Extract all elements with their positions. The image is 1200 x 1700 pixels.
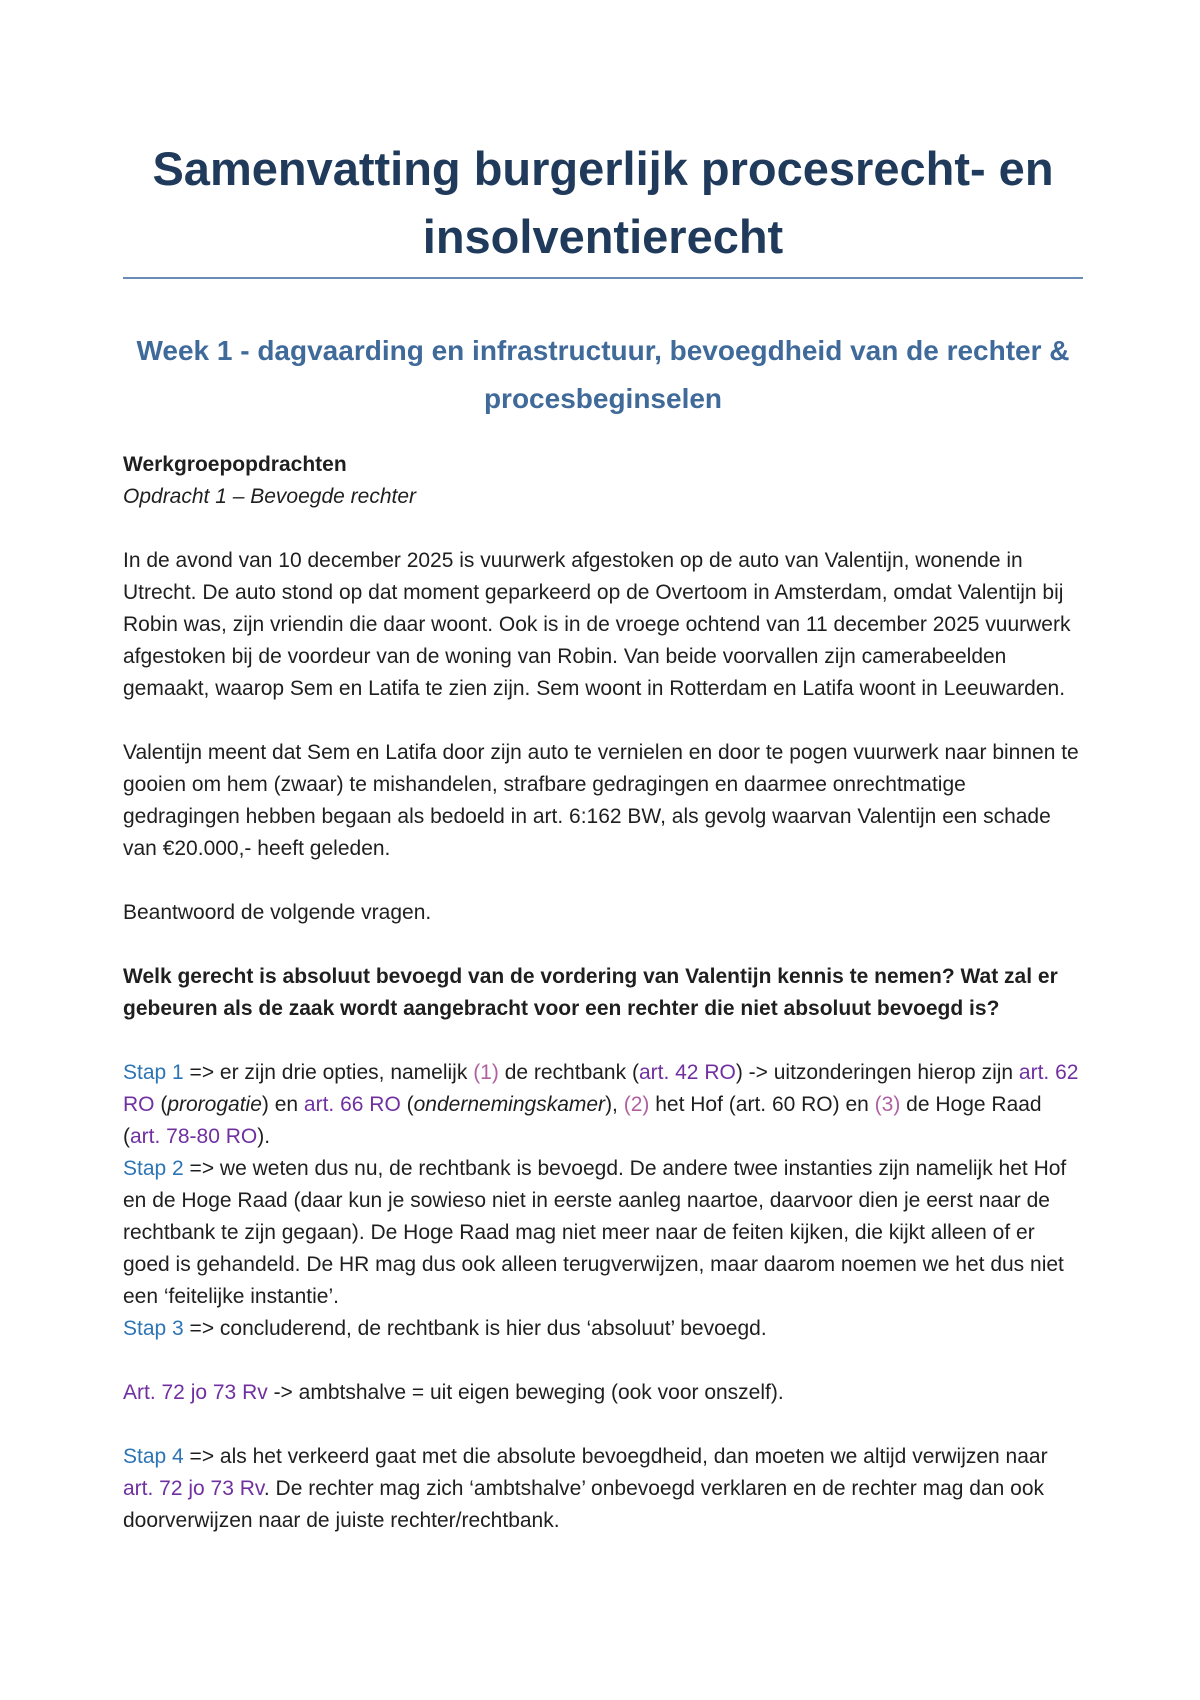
article-note-text: -> ambtshalve = uit eigen beweging (ook voor onszelf). [267, 1381, 784, 1404]
instruction-text: Beantwoord de volgende vragen. [123, 901, 432, 924]
step-1-label: Stap 1 [123, 1061, 184, 1084]
article-reference: art. 62 RO [123, 1061, 1079, 1116]
italic-term: ondernemingskamer [413, 1093, 606, 1116]
article-reference: art. 78-80 RO [130, 1125, 258, 1148]
case-paragraph-1: In de avond van 10 december 2025 is vuurwerk afgestoken op de auto van Valentijn, wonende in Utrecht. De auto stond op dat moment geparkeerd op de Overtoom in Amsterdam, omdat Valentijn bij Robin was, zijn vriendin die daar woont. Ook is in de vroege ochtend van 11 december 2025 vuurwerk afgestoken bij de voordeur van de woning van Robin. Van beide voorvallen zijn camerabeelden gemaakt, waarop Sem en Latifa te zien zijn. Sem woont in Rotterdam en Latifa woont in Leeuwarden. [123, 549, 1071, 700]
step-1-text: de Hoge Raad ( [123, 1093, 1042, 1148]
question-text: Welk gerecht is absoluut bevoegd van de vordering van Valentijn kennis te nemen? Wat zal er gebeuren als de zaak wordt aangebracht voor een rechter die niet absoluut bevoegd is? [123, 965, 1058, 1020]
step-4-paragraph [123, 1441, 1083, 1537]
article-reference: art. 72 jo 73 Rv [123, 1477, 264, 1500]
enum-3: (3) [874, 1093, 901, 1116]
step-1-text: ( [154, 1093, 168, 1116]
step-1-text: ( [400, 1093, 414, 1116]
step-2-paragraph [123, 1153, 1083, 1313]
article-reference: art. 42 RO [638, 1061, 736, 1084]
document-title: Samenvatting burgerlijk procesrecht- en insolventierecht [152, 142, 1054, 263]
step-1-text: ) -> uitzonderingen hierop zijn [735, 1061, 1019, 1084]
step-1-text: ) en [261, 1093, 304, 1116]
step-3-text: => concluderend, de rechtbank is hier dus ‘absoluut’ bevoegd. [183, 1317, 767, 1340]
step-3-paragraph [123, 1313, 1083, 1345]
step-3-label: Stap 3 [123, 1317, 184, 1340]
section-heading: Werkgroepopdrachten [123, 453, 347, 476]
step-1-text: ), [605, 1093, 624, 1116]
step-1-paragraph [123, 1057, 1083, 1153]
enum-1: (1) [473, 1061, 499, 1084]
step-1-text: de rechtbank ( [498, 1061, 639, 1084]
article-reference: Art. 72 jo 73 Rv [123, 1381, 268, 1404]
article-reference: art. 66 RO [303, 1093, 401, 1116]
week-subtitle: Week 1 - dagvaarding en infrastructuur, bevoegdheid van de rechter & procesbeginselen [136, 335, 1070, 414]
assignment-title: Opdracht 1 – Bevoegde rechter [123, 485, 417, 508]
step-1-text: ). [257, 1125, 271, 1148]
step-2-text: => we weten dus nu, de rechtbank is bevoegd. De andere twee instanties zijn namelijk het Hof en de Hoge Raad (daar kun je sowieso niet in eerste aanleg naartoe, daarvoor dien je eerst naar de rechtbank te zijn gegaan). De Hoge Raad mag niet meer naar de feiten kijken, die kijkt alleen of er goed is gehandeld. De HR mag dus ook alleen terugverwijzen, maar daarom noemen we het dus niet een ‘feitelijke instantie’. [123, 1157, 1067, 1308]
step-4-text: => als het verkeerd gaat met die absolute bevoegdheid, dan moeten we altijd verwijzen naar [183, 1445, 1048, 1468]
article-note-paragraph [123, 1377, 1083, 1409]
document-body [123, 449, 1083, 1537]
step-1-text: het Hof (art. 60 RO) en [649, 1093, 875, 1116]
step-1-text: => er zijn drie opties, namelijk [183, 1061, 474, 1084]
step-4-label: Stap 4 [123, 1445, 184, 1468]
italic-term: prorogatie [167, 1093, 262, 1116]
title-divider [123, 277, 1083, 279]
case-paragraph-2: Valentijn meent dat Sem en Latifa door zijn auto te vernielen en door te pogen vuurwerk naar binnen te gooien om hem (zwaar) te mishandelen, strafbare gedragingen en daarmee onrechtmatige gedragingen hebben begaan als bedoeld in art. 6:162 BW, als gevolg waarvan Valentijn een schade van €20.000,- heeft geleden. [123, 741, 1079, 860]
enum-2: (2) [623, 1093, 650, 1116]
step-2-label: Stap 2 [123, 1157, 184, 1180]
step-4-text: . De rechter mag zich ‘ambtshalve’ onbevoegd verklaren en de rechter mag dan ook doorverwijzen naar de juiste rechter/rechtbank. [123, 1477, 1045, 1532]
